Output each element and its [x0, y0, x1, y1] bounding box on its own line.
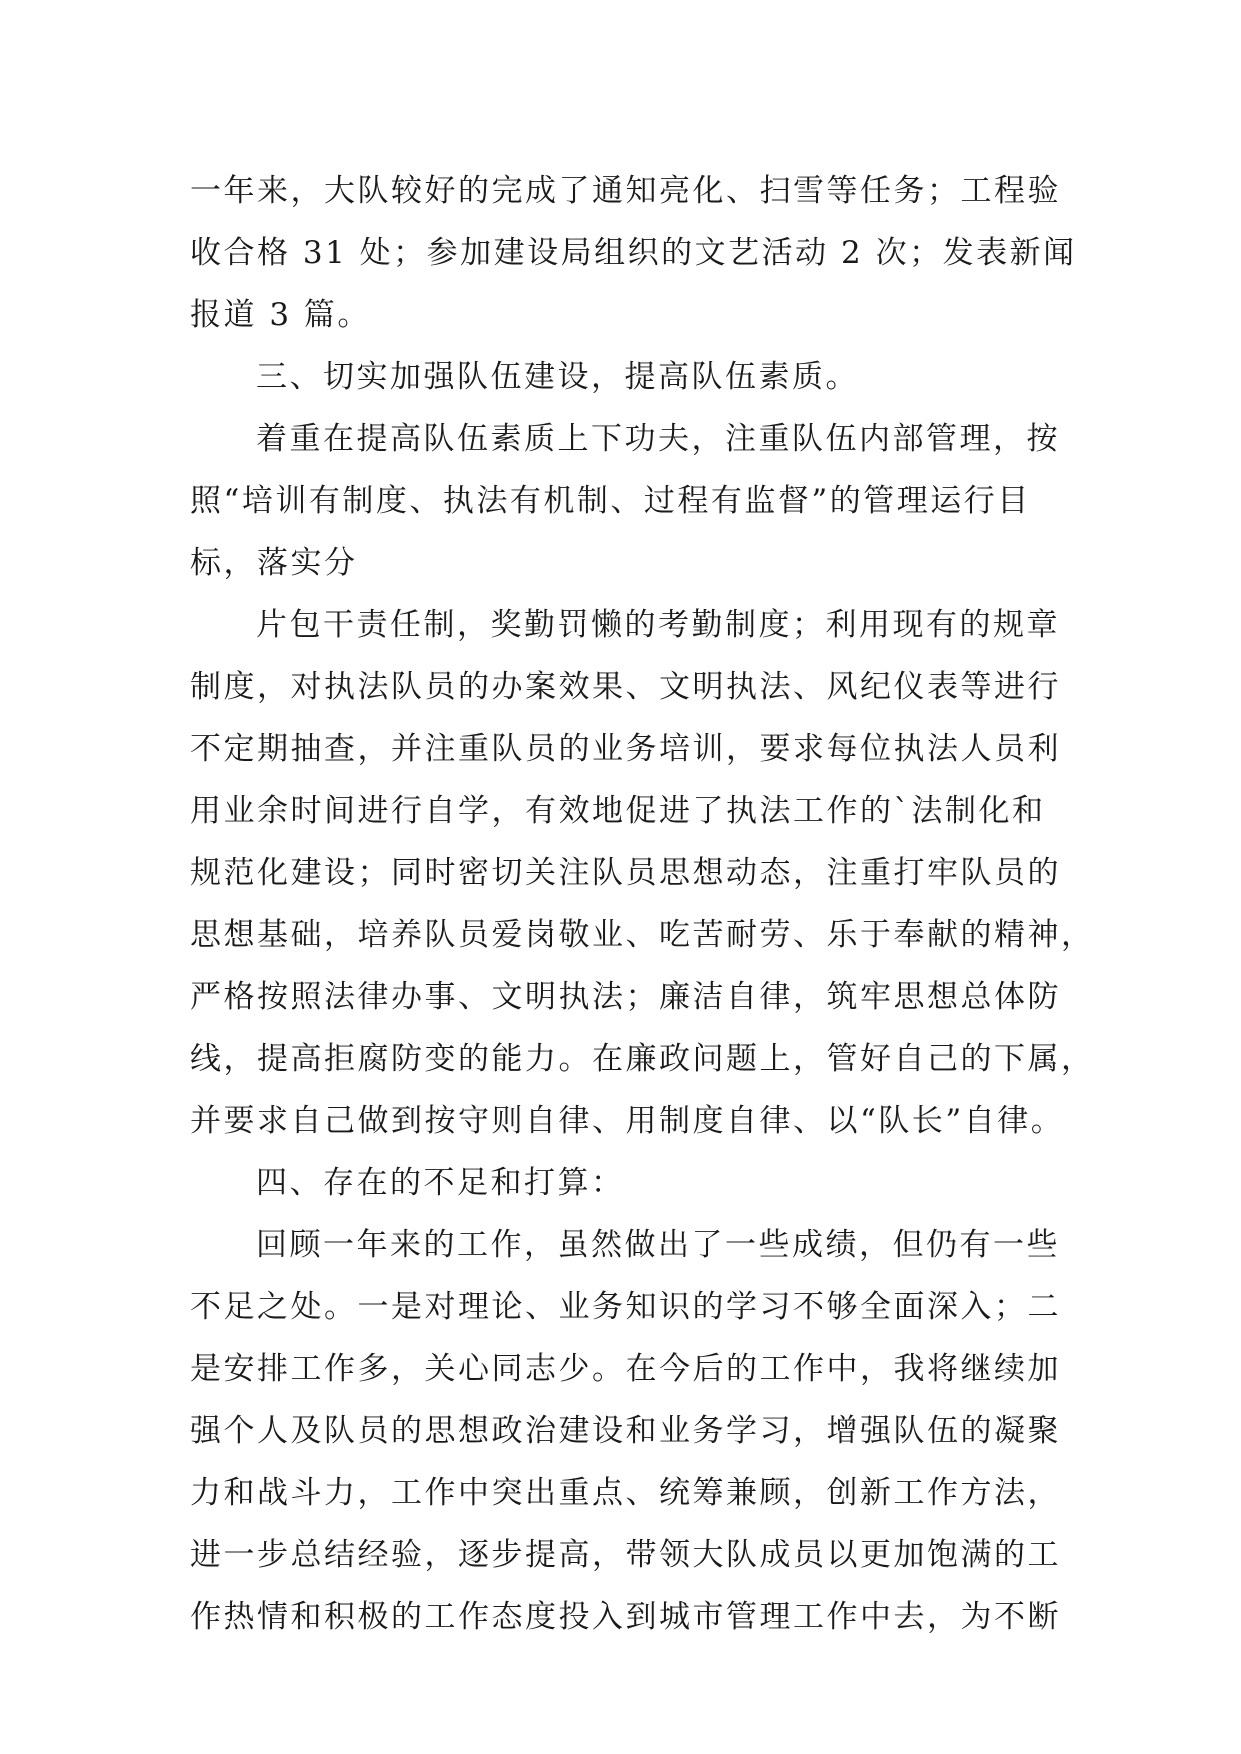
text-line: 思想基础，培养队员爱岗敬业、吃苦耐劳、乐于奉献的精神， — [190, 917, 1095, 953]
text-line: 规范化建设；同时密切关注队员思想动态，注重打牢队员的 — [190, 855, 1061, 891]
text-line: 是安排工作多，关心同志少。在今后的工作中，我将继续加 — [190, 1351, 1061, 1387]
text-line: 不定期抽查，并注重队员的业务培训，要求每位执法人员利 — [190, 731, 1061, 767]
text-line: 用业余时间进行自学，有效地促进了执法工作的`法制化和 — [190, 793, 1046, 829]
text-line: 标，落实分 — [190, 545, 358, 581]
text-line: 力和战斗力，工作中突出重点、统筹兼顾，创新工作方法， — [190, 1475, 1061, 1511]
text-line: 照“培训有制度、执法有机制、过程有监督”的管理运行目 — [190, 483, 1031, 519]
text-line: 回顾一年来的工作，虽然做出了一些成绩，但仍有一些 — [256, 1227, 1060, 1263]
text-line: 报道 3 篇。 — [190, 297, 371, 333]
text-line: 制度，对执法队员的办案效果、文明执法、风纪仪表等进行 — [190, 669, 1061, 705]
text-line: 作热情和积极的工作态度投入到城市管理工作中去，为不断 — [190, 1599, 1061, 1635]
text-line: 强个人及队员的思想政治建设和业务学习，增强队伍的凝聚 — [190, 1413, 1061, 1449]
text-line: 片包干责任制，奖勤罚懒的考勤制度；利用现有的规章 — [256, 607, 1060, 643]
text-line: 并要求自己做到按守则自律、用制度自律、以“队长”自律。 — [190, 1103, 1065, 1139]
section-heading: 四、存在的不足和打算： — [256, 1165, 625, 1201]
text-line: 一年来，大队较好的完成了通知亮化、扫雪等任务；工程验 — [190, 173, 1061, 209]
text-line: 收合格 31 处；参加建设局组织的文艺活动 2 次；发表新闻 — [190, 235, 1077, 271]
text-line: 进一步总结经验，逐步提高，带领大队成员以更加饱满的工 — [190, 1537, 1061, 1573]
text-line: 不足之处。一是对理论、业务知识的学习不够全面深入；二 — [190, 1289, 1061, 1325]
text-line: 线，提高拒腐防变的能力。在廉政问题上，管好自己的下属， — [190, 1041, 1095, 1077]
document-body — [190, 160, 1095, 1648]
section-heading: 三、切实加强队伍建设，提高队伍素质。 — [256, 359, 859, 395]
text-line: 严格按照法律办事、文明执法；廉洁自律，筑牢思想总体防 — [190, 979, 1061, 1015]
text-line: 着重在提高队伍素质上下功夫，注重队伍内部管理，按 — [256, 421, 1060, 457]
